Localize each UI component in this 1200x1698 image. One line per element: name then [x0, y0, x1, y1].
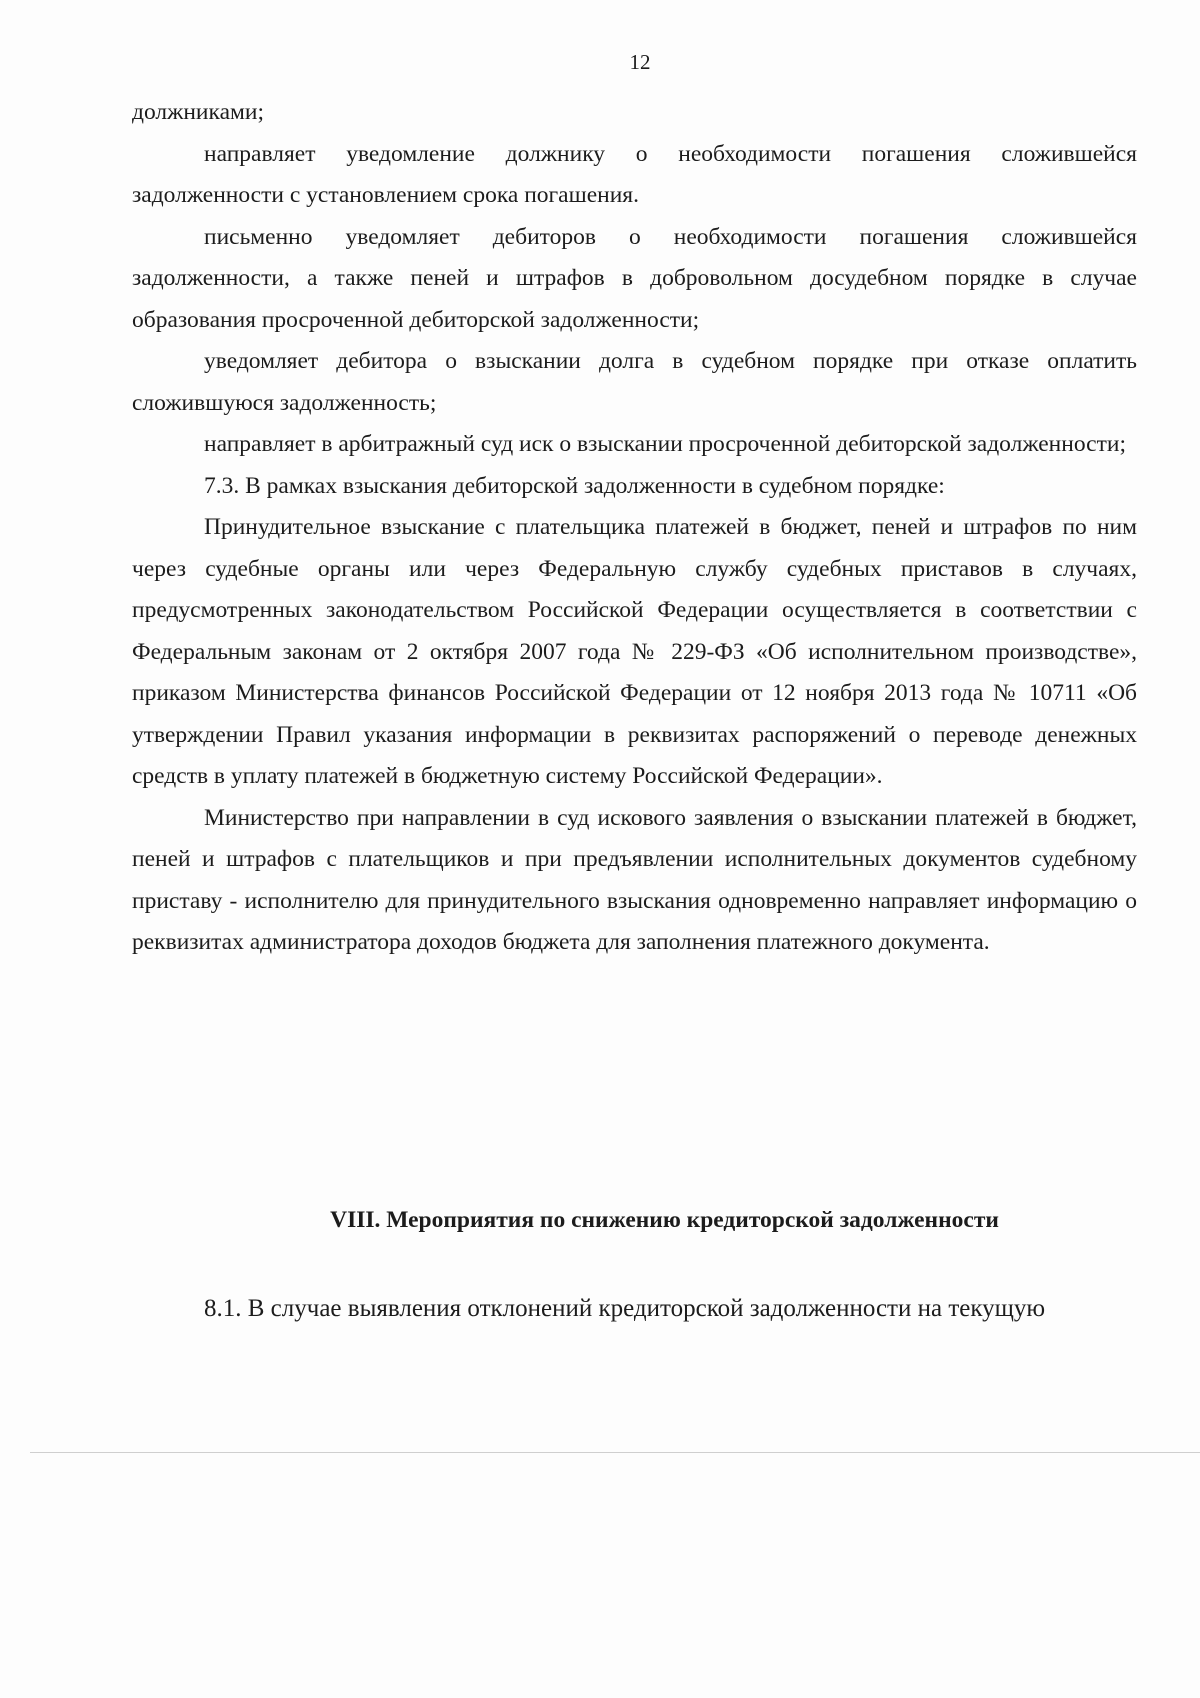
- scan-edge-divider: [30, 1452, 1200, 1453]
- paragraph-2: направляет уведомление должнику о необходимости погашения сложившейся задолженности с установлением срока погашения.: [132, 140, 1137, 208]
- paragraph-8: Министерство при направлении в суд искового заявления о взыскании платежей в бюджет, пеней и штрафов с плательщиков и при предъявлении исполнительных документов судебному приставу - исполнителю для принудительного взыскания одновременно направляет информацию о реквизитах администратора доходов бюджета для заполнения платежного документа.: [132, 804, 1137, 955]
- section-heading: VIII. Мероприятия по снижению кредиторской задолженности: [330, 1207, 999, 1233]
- paragraph-1: должниками;: [132, 99, 264, 125]
- body-text: [132, 92, 1137, 964]
- paragraph-8-1: 8.1. В случае выявления отклонений кредиторской задолженности на текущую: [204, 1295, 1046, 1322]
- paragraph-3: письменно уведомляет дебиторов о необходимости погашения сложившейся задолженности, а также пеней и штрафов в добровольном досудебном порядке в случае образования просроченной дебиторской задолженности;: [132, 223, 1137, 333]
- page-number: 12: [629, 50, 651, 74]
- paragraph-6: 7.3. В рамках взыскания дебиторской задолженности в судебном порядке:: [204, 472, 945, 499]
- paragraph-5: направляет в арбитражный суд иск о взыскании просроченной дебиторской задолженности;: [204, 431, 1126, 457]
- paragraph-4: уведомляет дебитора о взыскании долга в судебном порядке при отказе оплатить сложившуюся задолженность;: [132, 348, 1137, 416]
- paragraph-7: Принудительное взыскание с плательщика платежей в бюджет, пеней и штрафов по ним через судебные органы или через Федеральную службу судебных приставов в случаях, предусмотренных законодательством Российской Федерации осуществляется в соответствии с Федеральным законам от 2 октября 2007 года № 229-ФЗ «Об исполнительном производстве», приказом Министерства финансов Российской Федерации от 12 ноября 2013 года № 10711 «Об утверждении Правил указания информации в реквизитах распоряжений о переводе денежных средств в уплату платежей в бюджетную систему Российской Федерации».: [132, 514, 1137, 789]
